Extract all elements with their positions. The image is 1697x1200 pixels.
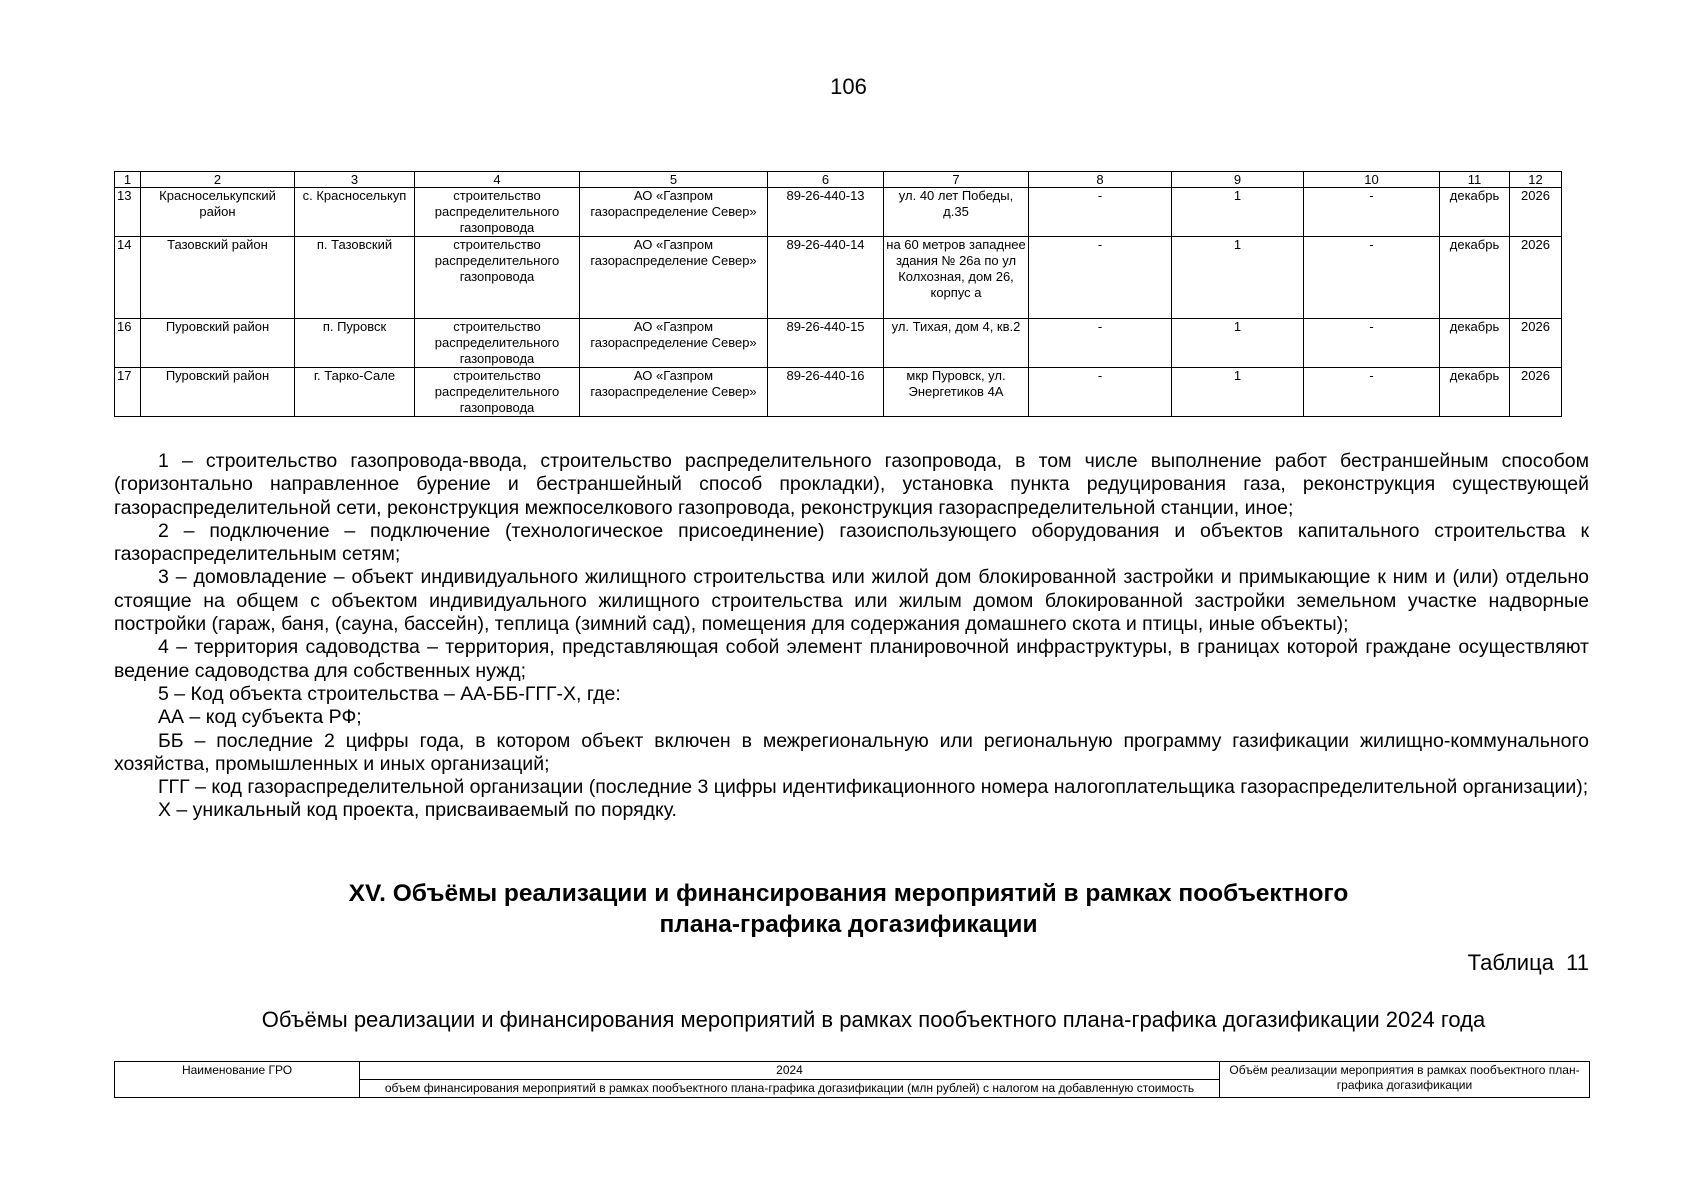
organization-cell: АО «Газпром газораспределение Север»: [580, 368, 768, 417]
row-number: 16: [115, 319, 141, 368]
table-row: [115, 237, 1562, 319]
header-cell: 9: [1172, 172, 1304, 188]
table-row: [115, 188, 1562, 237]
header-cell: 1: [115, 172, 141, 188]
address-cell: ул. 40 лет Победы, д.35: [884, 188, 1029, 237]
section-title-line: плана-графика догазификации: [659, 911, 1038, 938]
notes-section: [114, 450, 1589, 823]
objects-table: [114, 171, 1562, 417]
settlement-cell: п. Тазовский: [295, 237, 415, 319]
households-cell: 1: [1172, 188, 1304, 237]
gardening-cell: -: [1304, 237, 1440, 319]
households-cell: 1: [1172, 319, 1304, 368]
header-cell: 8: [1029, 172, 1172, 188]
finance-table: [114, 1061, 1590, 1098]
header-year: 2024: [360, 1062, 1220, 1080]
month-cell: декабрь: [1440, 237, 1510, 319]
work-type-cell: строительство распределительного газопровода: [415, 368, 580, 417]
connections-cell: -: [1029, 237, 1172, 319]
connections-cell: -: [1029, 188, 1172, 237]
note-paragraph: 1 – строительство газопровода-ввода, строительство распределительного газопровода, в том числе выполнение работ бестраншейным способом (горизонтально направленное бурение и бестраншейный способ прокладки), установка пункта редуцирования газа, реконструкция существующей газораспределительной сети, реконструкция межпоселкового газопровода, реконструкция газораспределительной станции, иное;: [114, 450, 1589, 519]
address-cell: мкр Пуровск, ул. Энергетиков 4А: [884, 368, 1029, 417]
district-cell: Красноселькупский район: [141, 188, 295, 237]
note-paragraph: 5 – Код объекта строительства – АА-ББ-ГГГ-Х, где:: [158, 682, 621, 705]
table-caption: Объёмы реализации и финансирования мероприятий в рамках пообъектного плана-графика догазификации 2024 года: [261, 1007, 1486, 1032]
year-cell: 2026: [1510, 368, 1562, 417]
organization-cell: АО «Газпром газораспределение Север»: [580, 188, 768, 237]
gardening-cell: -: [1304, 188, 1440, 237]
header-financing: объем финансирования мероприятий в рамках пообъектного плана-графика догазификации (млн рублей) с налогом на добавленную стоимость: [360, 1080, 1220, 1098]
header-cell: 7: [884, 172, 1029, 188]
objects-table-header: [115, 172, 1562, 188]
settlement-cell: с. Красноселькуп: [295, 188, 415, 237]
connections-cell: -: [1029, 319, 1172, 368]
gardening-cell: -: [1304, 368, 1440, 417]
work-type-cell: строительство распределительного газопровода: [415, 237, 580, 319]
year-cell: 2026: [1510, 188, 1562, 237]
month-cell: декабрь: [1440, 319, 1510, 368]
table-row: [115, 368, 1562, 417]
note-paragraph: ГГГ – код газораспределительной организации (последние 3 цифры идентификационного номера налогоплательщика газораспределительной организации);: [158, 776, 1589, 799]
note-paragraph: 4 – территория садоводства – территория, представляющая собой элемент планировочной инфраструктуры, в границах которой граждане осуществляют ведение садоводства для собственных нужд;: [114, 636, 1589, 682]
finance-header-row: [115, 1062, 1590, 1080]
header-cell: 6: [768, 172, 884, 188]
header-cell: 2: [141, 172, 295, 188]
settlement-cell: г. Тарко-Сале: [295, 368, 415, 417]
connections-cell: -: [1029, 368, 1172, 417]
district-cell: Пуровский район: [141, 368, 295, 417]
header-cell: 4: [415, 172, 580, 188]
work-type-cell: строительство распределительного газопровода: [415, 319, 580, 368]
year-cell: 2026: [1510, 237, 1562, 319]
row-number: 13: [115, 188, 141, 237]
note-paragraph: ББ – последние 2 цифры года, в котором объект включен в межрегиональную или региональную программу газификации жилищно-коммунального хозяйства, промышленных и иных организаций;: [114, 729, 1589, 775]
row-number: 17: [115, 368, 141, 417]
row-number: 14: [115, 237, 141, 319]
header-cell: 10: [1304, 172, 1440, 188]
header-cell: 5: [580, 172, 768, 188]
district-cell: Пуровский район: [141, 319, 295, 368]
note-paragraph: 2 – подключение – подключение (технологическое присоединение) газоиспользующего оборудования и объектов капитального строительства к газораспределительным сетям;: [114, 519, 1589, 566]
households-cell: 1: [1172, 368, 1304, 417]
month-cell: декабрь: [1440, 188, 1510, 237]
header-cell: 11: [1440, 172, 1510, 188]
work-type-cell: строительство распределительного газопровода: [415, 188, 580, 237]
table-label: Таблица 11: [1467, 950, 1589, 975]
address-cell: на 60 метров западнее здания № 26а по ул Колхозная, дом 26, корпус а: [884, 237, 1029, 319]
page-number: 106: [830, 74, 867, 99]
note-paragraph: 3 – домовладение – объект индивидуального жилищного строительства или жилой дом блокированной застройки и примыкающие к ним и (или) отдельно стоящие на общем с объектом индивидуального жилищного строительства или жилым домом блокированной застройки земельном участке надворные постройки (гараж, баня, (сауна, бассейн), теплица (зимний сад), помещения для содержания домашнего скота и птицы, иные объекты);: [114, 566, 1589, 636]
object-code-cell: 89-26-440-13: [768, 188, 884, 237]
year-cell: 2026: [1510, 319, 1562, 368]
header-cell: 12: [1510, 172, 1562, 188]
note-paragraph: АА – код субъекта РФ;: [158, 706, 362, 729]
address-cell: ул. Тихая, дом 4, кв.2: [884, 319, 1029, 368]
header-gro: Наименование ГРО: [115, 1062, 360, 1098]
organization-cell: АО «Газпром газораспределение Север»: [580, 319, 768, 368]
section-title: [260, 878, 1437, 940]
header-cell: 3: [295, 172, 415, 188]
organization-cell: АО «Газпром газораспределение Север»: [580, 237, 768, 319]
note-paragraph: Х – уникальный код проекта, присваиваемый по порядку.: [158, 799, 677, 822]
object-code-cell: 89-26-440-14: [768, 237, 884, 319]
header-volume: Объём реализации мероприятия в рамках пообъектного план-графика догазификации: [1220, 1062, 1590, 1098]
object-code-cell: 89-26-440-16: [768, 368, 884, 417]
month-cell: декабрь: [1440, 368, 1510, 417]
district-cell: Тазовский район: [141, 237, 295, 319]
households-cell: 1: [1172, 237, 1304, 319]
gardening-cell: -: [1304, 319, 1440, 368]
settlement-cell: п. Пуровск: [295, 319, 415, 368]
section-title-line: XV. Объёмы реализации и финансирования мероприятий в рамках пообъектного: [348, 880, 1349, 907]
object-code-cell: 89-26-440-15: [768, 319, 884, 368]
table-row: [115, 319, 1562, 368]
